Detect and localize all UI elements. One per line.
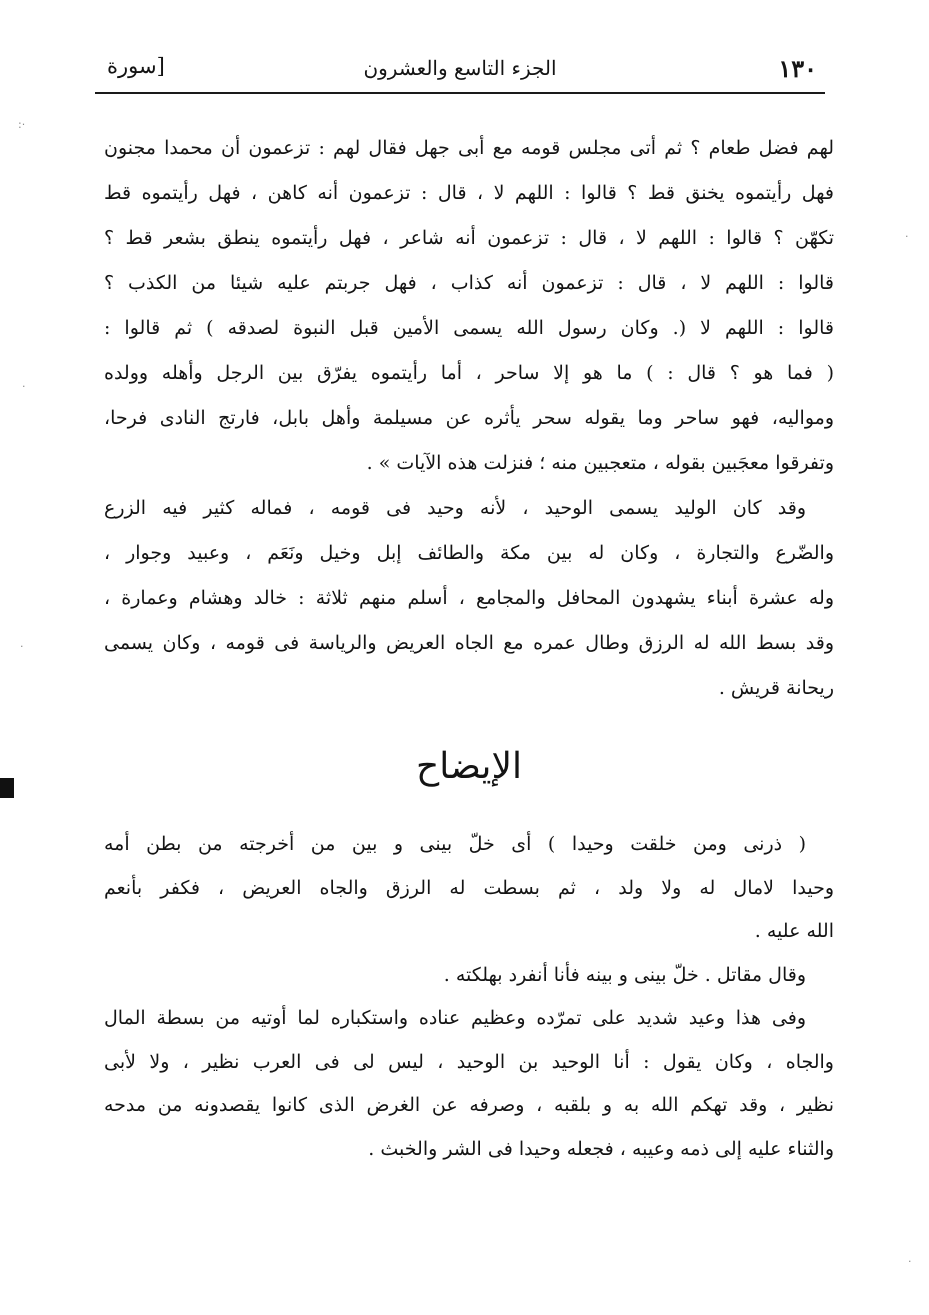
text-line: والجاه ، وكان يقول : أنا الوحيد بن الوحيد ، ليس لى فى العرب نظير ، ولا لأبى xyxy=(104,1050,834,1073)
surah-label: [سورة xyxy=(107,54,165,78)
text-line: وتفرقوا معجَبين بقوله ، متعجبين منه ؛ فنزلت هذه الآيات » . xyxy=(366,452,834,474)
text-line: نظير ، وقد تهكم الله به و بلقبه ، وصرفه عن الغرض الذى كانوا يقصدونه من مدحه xyxy=(104,1094,834,1116)
paragraph-3 xyxy=(104,823,834,954)
header-rule xyxy=(95,92,825,94)
section-heading: الإيضاح xyxy=(416,746,522,787)
text-line: قالوا : اللهم لا ، قال : تزعمون أنه كذاب ، فهل جربتم عليه شيئا من الكذب ؟ xyxy=(104,272,834,294)
paragraph-2 xyxy=(104,486,834,711)
text-line: ومواليه، فهو ساحر وما يقوله سحر يأثره عن مسيلمة وأهل بابل، فارتج النادى فرحا، xyxy=(104,407,834,429)
text-line: وله عشرة أبناء يشهدون المحافل والمجامع ، أسلم منهم ثلاثة : خالد وهشام وعمارة ، xyxy=(104,587,834,609)
page-header xyxy=(95,48,825,94)
text-line: وحيدا لامال له ولا ولد ، ثم بسطت له الرزق والجاه العريض ، فكفر بأنعم xyxy=(104,876,834,899)
paragraph-1 xyxy=(104,126,834,486)
text-line: والثناء عليه إلى ذمه وعيبه ، فجعله وحيدا فى الشر والخبث . xyxy=(368,1137,834,1160)
text-line: قالوا : اللهم لا (. وكان رسول الله يسمى الأمين قبل النبوة لصدقه ) ثم قالوا : xyxy=(104,317,834,339)
text-line: فهل رأيتموه يخنق قط ؟ قالوا : اللهم لا ، قال : تزعمون أنه كاهن ، فهل رأيتموه قط xyxy=(104,182,834,204)
running-title: الجزء التاسع والعشرون xyxy=(363,56,557,80)
margin-speck: · xyxy=(908,1255,912,1268)
margin-speck: · xyxy=(905,230,909,243)
text-line: وقد كان الوليد يسمى الوحيد ، لأنه وحيد فى قومه ، فماله كثير فيه الزرع xyxy=(104,497,806,519)
text-line: ( ذرنى ومن خلقت وحيدا ) أى خلّ بينى و بين من أخرجته من بطن أمه xyxy=(104,833,806,855)
text-line: تكهّن ؟ قالوا : اللهم لا ، قال : تزعمون أنه شاعر ، فهل رأيتموه ينطق بشعر قط ؟ xyxy=(104,227,834,249)
text-line: وفى هذا وعيد شديد على تمرّده وعظيم عناده واستكباره لما أوتيه من بسطة المال xyxy=(104,1007,806,1029)
text-line: لهم فضل طعام ؟ ثم أتى مجلس قومه مع أبى جهل فقال لهم : تزعمون أن محمدا مجنون xyxy=(104,137,834,159)
margin-speck: ·: xyxy=(18,118,26,131)
scan-edge-mark xyxy=(0,778,14,798)
paragraph-4 xyxy=(104,954,834,998)
text-line: ( فما هو ؟ قال : ) ما هو إلا ساحر ، أما رأيتموه يفرّق بين الرجل وأهله وولده xyxy=(104,362,834,384)
margin-speck: · xyxy=(22,380,26,393)
page-number: ١٣٠ xyxy=(778,54,817,83)
text-line: ريحانة قريش . xyxy=(718,677,834,699)
page-body xyxy=(104,126,834,1171)
text-line: الله عليه . xyxy=(754,920,834,942)
text-line: وقال مقاتل . خلّ بينى و بينه فأنا أنفرد بهلكته . xyxy=(443,963,806,986)
paragraph-5 xyxy=(104,997,834,1171)
text-line: والضّرع والتجارة ، وكان له بين مكة والطائف إبل وخيل ونَعَم ، وعبيد وجوار ، xyxy=(104,542,834,564)
text-line: وقد بسط الله له الرزق وطال عمره مع الجاه العريض والرياسة فى قومه ، وكان يسمى xyxy=(104,632,834,654)
margin-speck: · xyxy=(20,640,24,653)
